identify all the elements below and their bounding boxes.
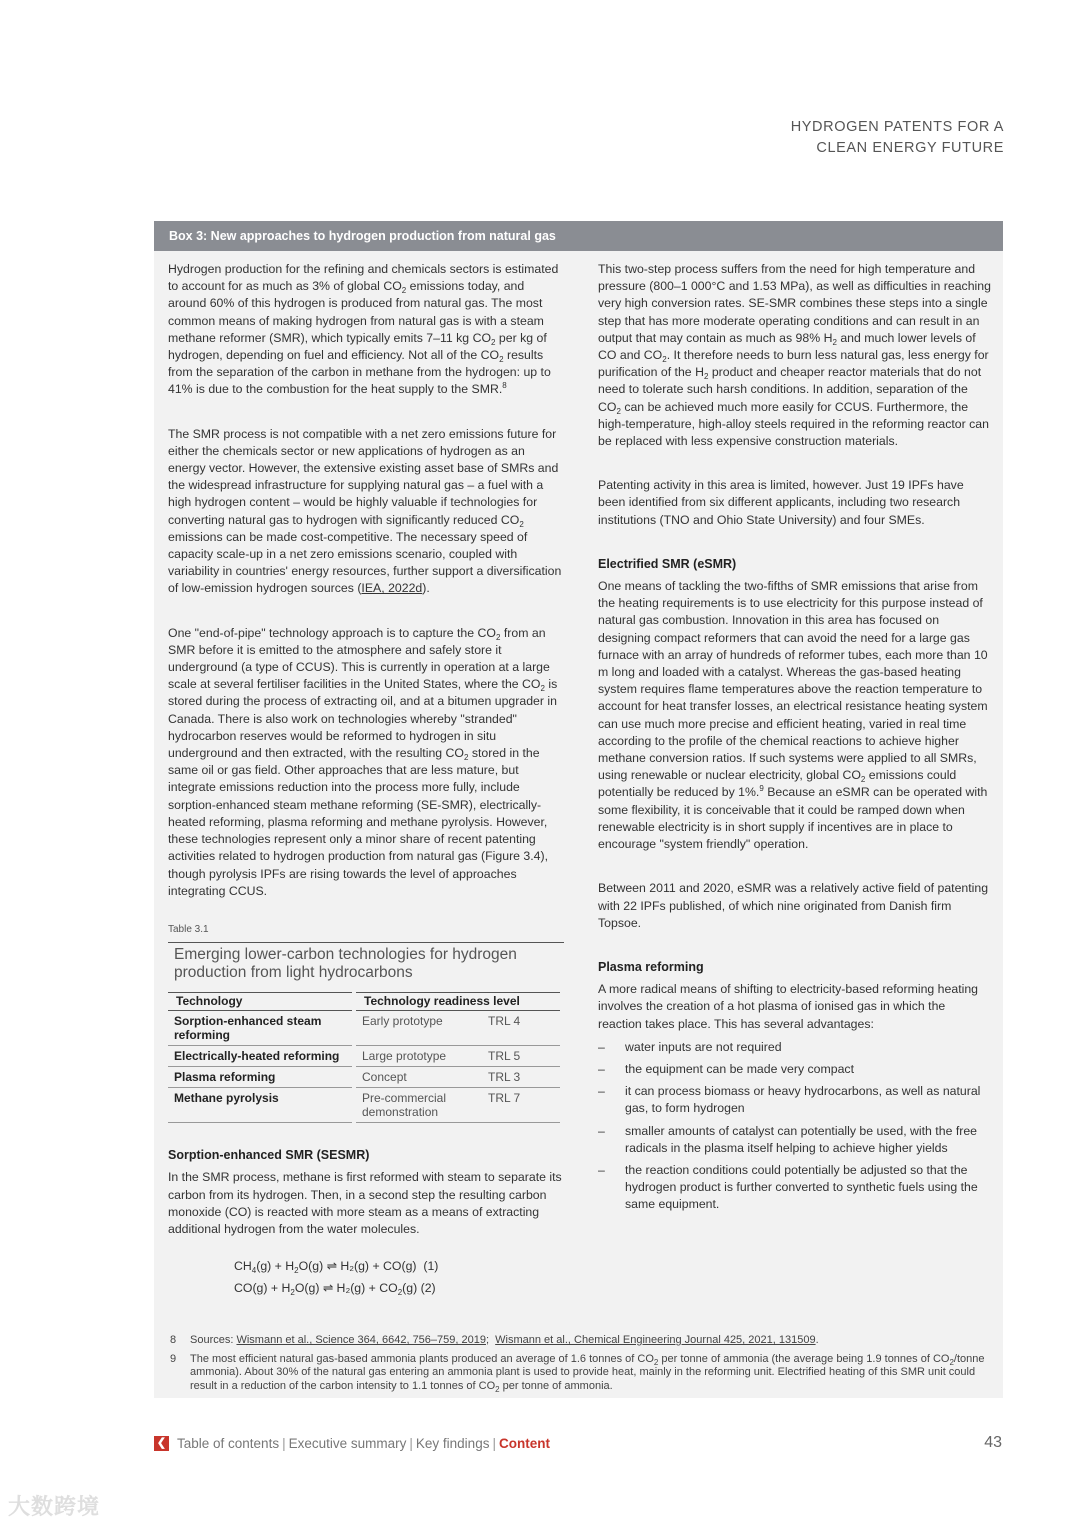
header-line-1: HYDROGEN PATENTS FOR A (790, 119, 1004, 135)
footnotes (168, 1334, 988, 1398)
table-row (168, 1067, 560, 1088)
footnote-link-1[interactable]: Wismann et al., Science 364, 6642, 756–759, 2019 (236, 1334, 486, 1346)
table-cell-tech: Methane pyrolysis (168, 1088, 352, 1123)
page-number: 43 (984, 1434, 1002, 1451)
right-column (598, 261, 991, 1219)
list-item: – the equipment can be made very compact (598, 1061, 991, 1078)
iea-link[interactable]: IEA, 2022d (361, 581, 423, 596)
nav-key-findings[interactable]: Key findings (415, 1436, 490, 1451)
list-item: – water inputs are not required (598, 1039, 991, 1056)
info-box (154, 221, 1003, 1398)
table-cell-readiness: Large prototype (356, 1046, 482, 1067)
table-cell-tech: Plasma reforming (168, 1067, 352, 1088)
esmr-paragraph-1: One means of tackling the two-fifths of SMR emissions that arise from the heating requirements is to use electricity for this purpose instead of natural gas combustion. Innovation in this area has focused on designing compact reformers that can avoid the need for a large gas furnace with an array of hundreds of reformer tubes, each more than 10 m long and loaded with a catalyst. Whereas the gas-based heating system requires flame temperatures above the reaction temperature to account for heat transfer losses, an electrical resistance heating system can use much more precise and efficient heating, varied in real time according to the profile of the chemical reactions to achieve higher methane conversion ratios. If such systems were applied to all SMRs, using renewable or nuclear electricity, global $CO_2$ emissions could potentially be reduced by 1%.$^9$ Because an eSMR can be operated with some flexibility, it is conceivable that it could be ramped down when renewable electricity is in short supply if incentives are in place to encourage "system friendly" operation. (598, 579, 988, 852)
right-paragraph-1: This two-step process suffers from the need for high temperature and pressure (800–1 000°C and 1.53 MPa), as well as difficulties in reaching very high conversion rates. SE-SMR combines these steps into a single step that has more moderate operating conditions and can result in an output that may contain as much as 98% $H_2$ and much lower levels of CO and $CO_2$. It therefore needs to burn less natural gas, less energy for purification of the $H_2$ product and cheaper reactor materials that do not need to tolerate such harsh conditions. In addition, separation of the $CO_2$ can be achieved much more easily for CCUS. Furthermore, the high-temperature, high-alloy steels required in the reforming reactor can be replaced with less expensive construction materials. (598, 262, 991, 449)
footnote-link-2[interactable]: Wismann et al., Chemical Engineering Journal 425, 2021, 131509 (495, 1334, 816, 1346)
esmr-paragraph-2: Between 2011 and 2020, eSMR was a relatively active field of patenting with 22 IPFs published, of which nine originated from Danish firm Topsoe. (598, 881, 989, 930)
table-cell-level: TRL 3 (482, 1067, 560, 1088)
list-item: – the reaction conditions could potentially be adjusted so that the hydrogen product is further converted to synthetic fuels using the same equipment. (598, 1162, 991, 1214)
footnote-9: 9 The most efficient natural gas-based ammonia plants produced an average of 1.6 tonnes of $CO_2$ per tonne of ammonia (the average being 1.9 tonnes of $CO_2$/tonne ammonia). About 30% of the natural gas entering an ammonia plant is used to provide heat, mainly in the reforming unit. Electrified heating of this SMR unit could result in a reduction of the carbon intensity to 1.1 tonnes of $CO_2$ per tonne of ammonia. (170, 1352, 985, 1394)
plasma-heading: Plasma reforming (598, 959, 704, 974)
nav-executive-summary[interactable]: Executive summary (288, 1436, 407, 1451)
table-row (168, 1088, 560, 1123)
list-item: – smaller amounts of catalyst can potentially be used, with the free radicals in the plasma itself helping to achieve higher yields (598, 1123, 991, 1157)
nav-table-of-contents[interactable]: Table of contents (177, 1436, 280, 1451)
technology-table (168, 992, 560, 1123)
advantages-list (598, 1039, 991, 1214)
equations (234, 1255, 564, 1299)
table-cell-tech: Sorption-enhanced steam reforming (168, 1011, 352, 1046)
esmr-heading: Electrified SMR (eSMR) (598, 556, 737, 571)
footnote-8: 8 Sources: Wismann et al., Science 364, 6642, 756–759, 2019; Wismann et al., Chemical Engineering Journal 425, 2021, 131509. (170, 1334, 819, 1346)
nav-content[interactable]: Content (498, 1436, 550, 1451)
box-title: Box 3: New approaches to hydrogen production from natural gas (154, 221, 1003, 251)
table-cell-level: TRL 4 (482, 1011, 560, 1046)
header-line-2: CLEAN ENERGY FUTURE (816, 140, 1004, 156)
left-paragraph-1: Hydrogen production for the refining and chemicals sectors is estimated to account for as much as 3% of global $CO_2$ emissions today, and around 60% of this hydrogen is produced from natural gas. The most common means of making hydrogen from natural gas is with a steam methane reformer (SMR), which typically emits 7–11 kg $CO_2$ per kg of hydrogen, depending on fuel and efficiency. Not all of the $CO_2$ results from the separation of the carbon in methane from the hydrogen: up to 41% is due to the combustion for the heat supply to the SMR.$^8$ (168, 262, 559, 397)
footnote-number: 9 (170, 1352, 177, 1365)
left-column (168, 261, 564, 1299)
list-item: – it can process biomass or heavy hydrocarbons, as well as natural gas, to form hydrogen (598, 1083, 991, 1117)
equation-2: $CO(g) + H_2O(g)$ ⇌ $H_2(g) + CO_2(g)$ (2) (234, 1281, 436, 1298)
plasma-intro: A more radical means of shifting to electricity-based reforming heating involves the creation of a hot plasma of ionised gas in which the reaction takes place. This has several advantages: (598, 982, 979, 1031)
table-row (168, 1046, 560, 1067)
table-row (168, 1011, 560, 1046)
footnote-8-prefix: Sources: (190, 1334, 237, 1346)
table-cell-readiness: Pre-commercial demonstration (356, 1088, 482, 1123)
table-title: Emerging lower-carbon technologies for hydrogen production from light hydrocarbons (168, 942, 564, 992)
sesmr-paragraph: In the SMR process, methane is first reformed with steam to separate its carbon from its hydrogen. Then, in a second step the resulting carbon monoxide (CO) is reacted with more steam as a means of extracting additional hydrogen from the water molecules. (168, 1170, 562, 1236)
equation-1: $CH_4(g) + H_2O(g)$ ⇌ H₂(g) + CO(g) (1) (234, 1259, 439, 1276)
right-paragraph-2: Patenting activity in this area is limited, however. Just 19 IPFs have been identified from six different applicants, including two research institutions (TNO and Ohio State University) and four SMEs. (598, 478, 964, 527)
table-cell-level: TRL 7 (482, 1088, 560, 1123)
table-cell-readiness: Early prototype (356, 1011, 482, 1046)
table-cell-readiness: Concept (356, 1067, 482, 1088)
table-header-technology: Technology (168, 992, 352, 1011)
footer-nav: ❮ Table of contents | Executive summary | Key findings | Content (154, 1436, 550, 1451)
footnote-number: 8 (170, 1334, 177, 1346)
table-label: Table 3.1 (168, 923, 209, 935)
left-p2-text: The SMR process is not compatible with a net zero emissions future for either the chemicals sector or new applications of hydrogen as an energy vector. However, the extensive existing asset base of SMRs and the widespread infrastructure for supplying natural gas – a fuel with a high hydrogen content – would be highly valuable if technologies for converting natural gas to hydrogen with significantly reduced CO (168, 426, 559, 527)
left-paragraph-3: One "end-of-pipe" technology approach is to capture the $CO_2$ from an SMR before it is emitted to the atmosphere and safely store it underground (a type of CCUS). This is currently in operation at a large scale at several fertiliser facilities in the United States, where the $CO_2$ is stored during the process of extracting oil, and at a bitumen upgrader in Canada. There is also work on technologies whereby "stranded" hydrocarbon reserves would be reformed to hydrogen in situ underground and then extracted, with the resulting $CO_2$ stored in the same oil or gas field. Other approaches that are less mature, but integrate emissions reduction into the process more fully, include sorption-enhanced steam methane reforming (SE-SMR), electrically-heated reforming, plasma reforming and methane pyrolysis. However, these technologies represent only a minor share of recent patenting activities related to hydrogen production from natural gas (Figure 3.4), though pyrolysis IPFs are rising towards the level of approaches integrating CCUS. (168, 625, 558, 898)
chevron-left-icon[interactable]: ❮ (154, 1436, 169, 1451)
left-paragraph-2: The SMR process is not compatible with a net zero emissions future for either the chemicals sector or new applications of hydrogen as an energy vector. However, the extensive existing asset base of SMRs and the widespread infrastructure for supplying natural gas – a fuel with a high hydrogen content – would be highly valuable if technologies for converting natural gas to hydrogen with significantly reduced $CO_2$ emissions can be made cost-competitive. The necessary speed of capacity scale-up in a net zero emissions scenario, coupled with variability in countries' energy resources, further support a diversification of low-emission hydrogen sources (IEA, 2022d). (168, 426, 562, 596)
watermark: 大数跨境 (8, 1494, 101, 1519)
table-header-trl: Technology readiness level (356, 992, 560, 1011)
sesmr-heading: Sorption-enhanced SMR (SESMR) (168, 1148, 370, 1163)
table-cell-tech: Electrically-heated reforming (168, 1046, 352, 1067)
running-header (791, 117, 1004, 159)
table-cell-level: TRL 5 (482, 1046, 560, 1067)
